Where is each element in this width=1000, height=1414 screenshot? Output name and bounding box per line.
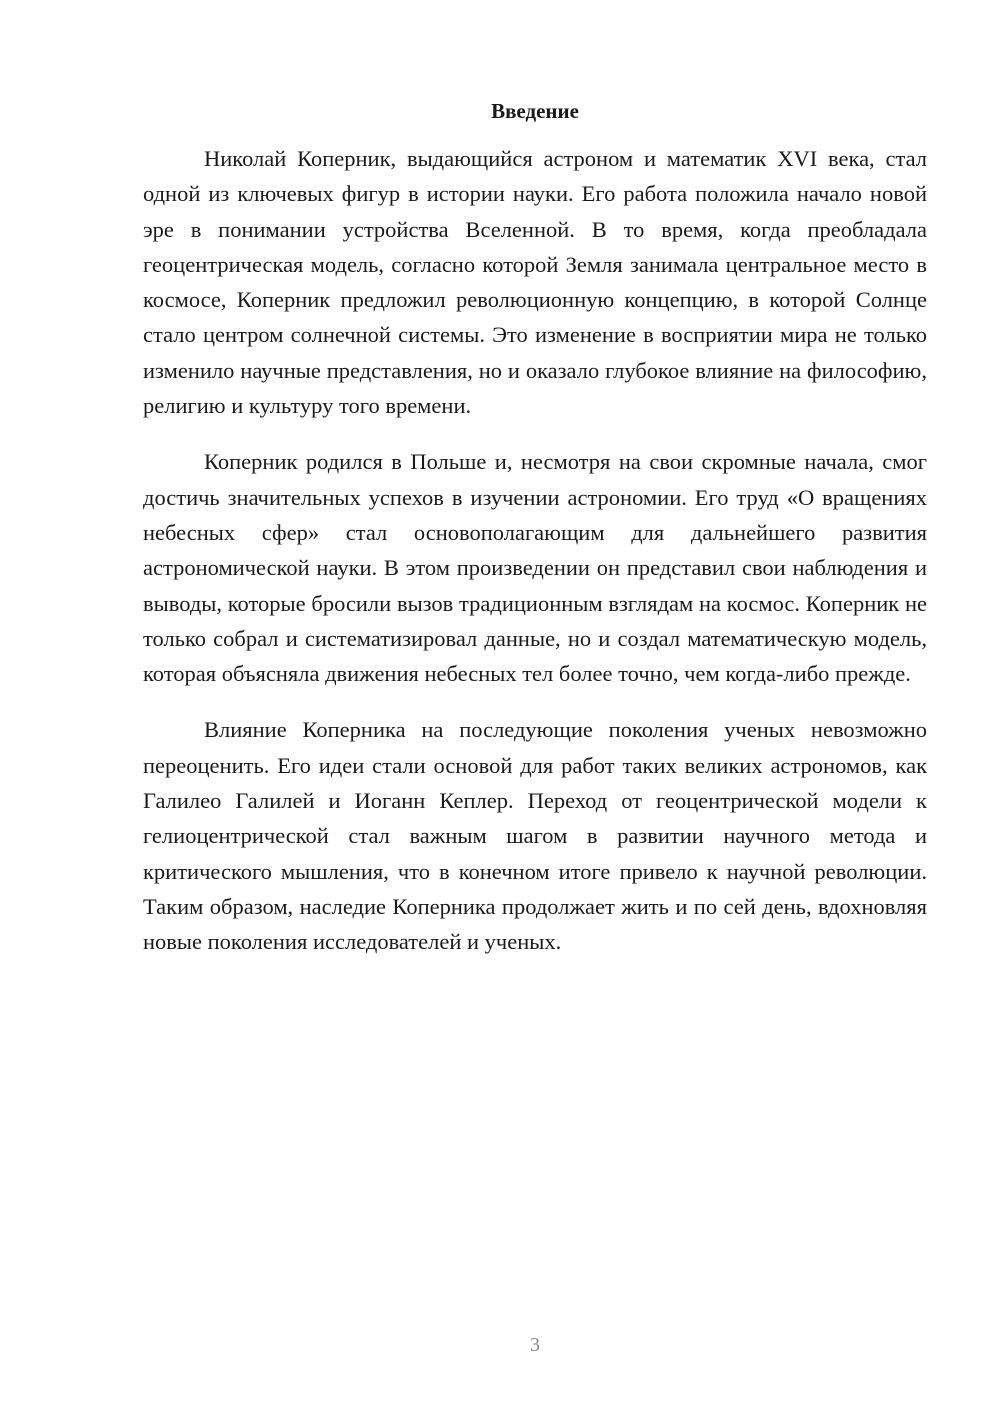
- paragraph-3: Влияние Коперника на последующие поколения ученых невозможно переоценить. Его идеи стали основой для работ таких великих астрономов, как Галилео Галилей и Иоганн Кеплер. Переход от геоцентрической модели к гелиоцентрической стал важным шагом в развитии научного метода и критического мышления, что в конечном итоге привело к научной революции. Таким образом, наследие Коперника продолжает жить и по сей день, вдохновляя новые поколения исследователей и ученых.: [143, 717, 927, 955]
- section-heading: Введение: [491, 99, 579, 123]
- page-number: 3: [530, 1334, 540, 1356]
- paragraph-1: Николай Коперник, выдающийся астроном и математик XVI века, стал одной из ключевых фигур в истории науки. Его работа положила начало новой эре в понимании устройства Вселенной. В то время, когда преобладала геоцентрическая модель, согласно которой Земля занимала центральное место в космосе, Коперник предложил революционную концепцию, в которой Солнце стало центром солнечной системы. Это изменение в восприятии мира не только изменило научные представления, но и оказало глубокое влияние на философию, религию и культуру того времени.: [143, 146, 927, 419]
- paragraph-2: Коперник родился в Польше и, несмотря на свои скромные начала, смог достичь значительных успехов в изучении астрономии. Его труд «О вращениях небесных сфер» стал основополагающим для дальнейшего развития астрономической науки. В этом произведении он представил свои наблюдения и выводы, которые бросили вызов традиционным взглядам на космос. Коперник не только собрал и систематизировал данные, но и создал математическую модель, которая объясняла движения небесных тел более точно, чем когда-либо прежде.: [143, 449, 927, 687]
- body-text: [143, 141, 927, 981]
